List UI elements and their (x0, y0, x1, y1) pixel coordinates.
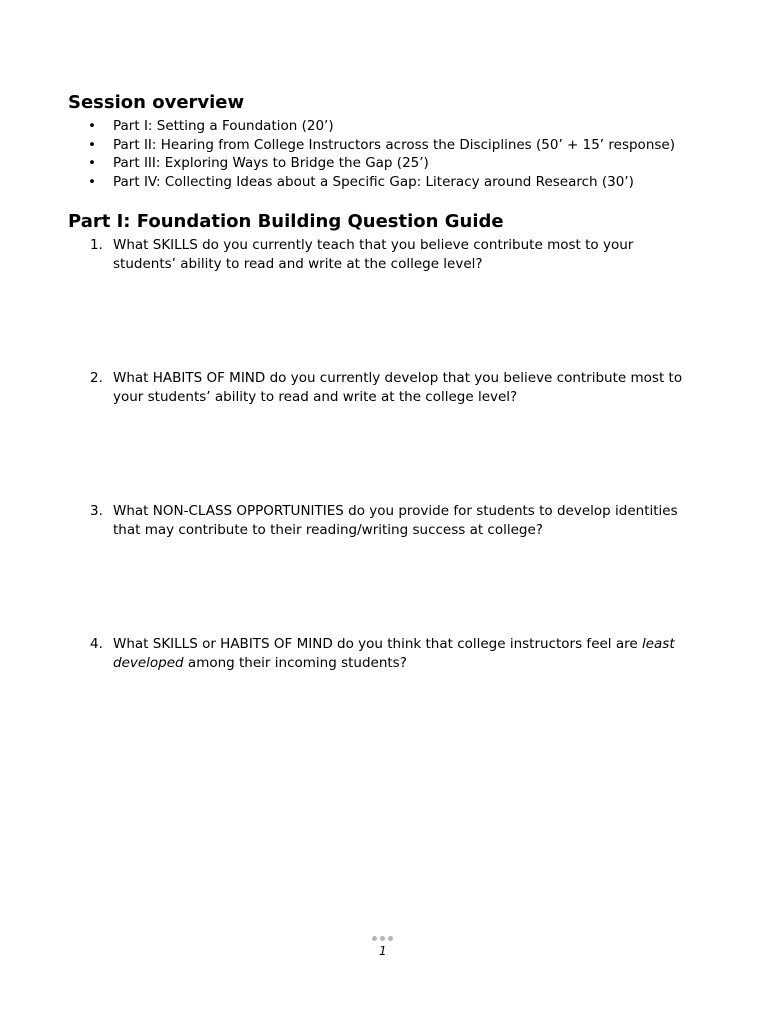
bullet-icon: • (88, 155, 96, 172)
question-text: among their incoming students? (183, 655, 407, 671)
bullet-icon: • (88, 118, 96, 134)
list-item-text: Part I: Setting a Foundation (20’) (113, 118, 334, 134)
question-text: What SKILLS or HABITS OF MIND do you think that college instructors feel are (113, 636, 642, 652)
question-number: 1. (90, 237, 103, 253)
footer-dots-icon (372, 936, 400, 944)
question-line: What NON-CLASS OPPORTUNITIES do you provide for students to develop identities (113, 503, 678, 519)
question-1 (68, 236, 708, 274)
session-overview-list (68, 117, 675, 192)
list-item-text: Part II: Hearing from College Instructors across the Disciplines (50’ + 15’ response) (113, 136, 675, 153)
question-4 (68, 635, 708, 673)
bullet-icon: • (88, 174, 96, 191)
list-item-text: Part III: Exploring Ways to Bridge the Gap (25’) (113, 155, 429, 172)
question-guide-heading: Part I: Foundation Building Question Guide (68, 211, 504, 232)
list-item-text: Part IV: Collecting Ideas about a Specific Gap: Literacy around Research (30’) (113, 174, 634, 191)
question-2 (68, 369, 708, 407)
question-line: that may contribute to their reading/writing success at college? (113, 522, 543, 538)
question-emphasis: least (641, 636, 675, 652)
list-item (68, 136, 675, 155)
list-item (68, 173, 675, 192)
question-line: What HABITS OF MIND do you currently develop that you believe contribute most to (113, 370, 683, 386)
question-line (113, 654, 708, 673)
list-item (68, 117, 675, 136)
bullet-icon: • (88, 136, 96, 153)
question-number: 4. (90, 636, 103, 652)
list-item (68, 154, 675, 173)
question-number: 2. (90, 370, 103, 386)
question-3 (68, 502, 708, 540)
question-emphasis: developed (113, 655, 184, 671)
session-overview-heading: Session overview (68, 92, 245, 113)
question-line: What SKILLS do you currently teach that you believe contribute most to your (113, 237, 634, 253)
question-line (113, 635, 708, 654)
question-line: your students’ ability to read and write at the college level? (113, 389, 518, 405)
question-number: 3. (90, 503, 103, 519)
question-line: students’ ability to read and write at the college level? (113, 256, 483, 272)
page-number: 1 (379, 944, 387, 958)
